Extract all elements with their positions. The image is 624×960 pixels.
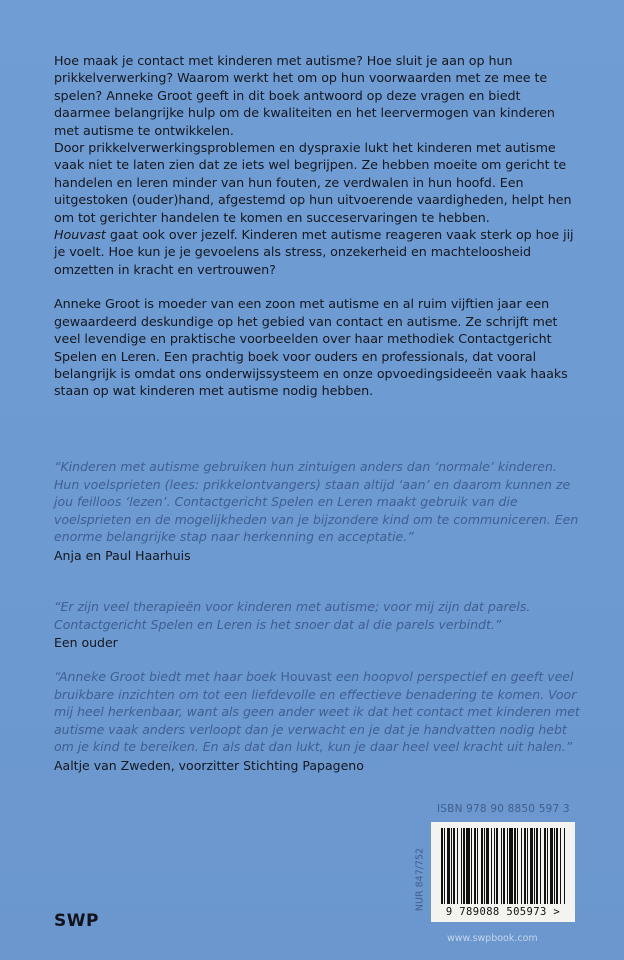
publisher-url: www.swpbook.com [447,933,538,944]
intro-paragraph-3 [54,226,574,278]
blurb [54,52,574,400]
publisher-logo: SWP [54,911,99,931]
barcode-bars [431,822,575,906]
barcode [431,822,575,922]
barcode-digits: 9 789088 505973 > [445,906,561,918]
quote-3-source: Aaltje van Zweden, voorzitter Stichting Papageno [54,757,364,773]
intro-paragraph-2: Door prikkelverwerkingsproblemen en dyspraxie lukt het kinderen met autisme vaak niet te laten zien dat ze iets wel begrijpen. Ze hebben moeite om gericht te handelen en leren minder van hun fouten, ze verdwalen in hun hoofd. Een uitgestoken (ouder)hand, afgestemd op hun uitvoerende vaardigheden, helpt hen om tot gerichter handelen te komen en succeservaringen te hebben. [54,140,572,225]
quote-1-text: “Kinderen met autisme gebruiken hun zintuigen anders dan ‘normale’ kinderen. Hun voelsprieten (lees: prikkelontvangers) staan altijd ‘aan’ en daarom kunnen ze jou feilloos ‘lezen’. Contactgericht Spelen en Leren maakt gebruik van die voelsprieten en de mogelijkheden van je bijzondere kind om te communiceren. Een enorme belangrijke stap naar herkenning en acceptatie.” [54,459,579,545]
intro-paragraph-3-text: gaat ook over jezelf. Kinderen met autisme reageren vaak sterk op hoe jij je voelt. Hoe kun je je gevoelens als stress, onzekerheid en machteloosheid omzetten in kracht en vertrouwen? [54,227,574,277]
book-title: Houvast [54,227,106,243]
quote-3-book-title: Houvast [280,669,332,684]
quote-1 [54,458,584,565]
nur-code: NUR 847/752 [414,847,426,912]
quote-3-text: “Anneke Groot biedt met haar boek Houvast een hoopvol perspectief en geeft veel bruikbare inzichten om tot een liefdevolle en effectieve benadering te komen. Voor mij heel herkenbaar, want als geen ander weet ik dat het contact met kinderen met autisme vaak anders verloopt dan je verwacht en je dat je handvatten nodig hebt om je kind te bereiken. En als dat dan lukt, kun je daar heel veel kracht uit halen.” [54,669,580,755]
quote-3 [54,668,584,775]
quote-2-source: Een ouder [54,635,118,651]
author-paragraph: Anneke Groot is moeder van een zoon met autisme en al ruim vijftien jaar een gewaardeerd deskundige op het gebied van contact en autisme. Ze schrijft met veel levendige en praktische voorbeelden over haar methodiek Contactgericht Spelen en Leren. Een prachtig boek voor ouders en professionals, dat vooral belangrijk is omdat ons onderwijssysteem en onze opvoedingsideeën vaak haaks staan op wat kinderen met autisme nodig hebben. [54,296,568,399]
quote-2-text: “Er zijn veel therapieën voor kinderen met autisme; voor mij zijn dat parels. Contactgericht Spelen en Leren is het snoer dat al die parels verbindt.” [54,599,531,632]
isbn: ISBN 978 90 8850 597 3 [437,803,570,815]
quote-2 [54,598,584,652]
intro-paragraph-1: Hoe maak je contact met kinderen met autisme? Hoe sluit je aan op hun prikkelverwerking? Waarom werkt het om op hun voorwaarden met ze mee te spelen? Anneke Groot geeft in dit boek antwoord op deze vragen en biedt daarmee belangrijke hulp om de kwaliteiten en het leervermogen van kinderen met autisme te ontwikkelen. [54,53,555,138]
quote-1-source: Anja en Paul Haarhuis [54,547,191,563]
